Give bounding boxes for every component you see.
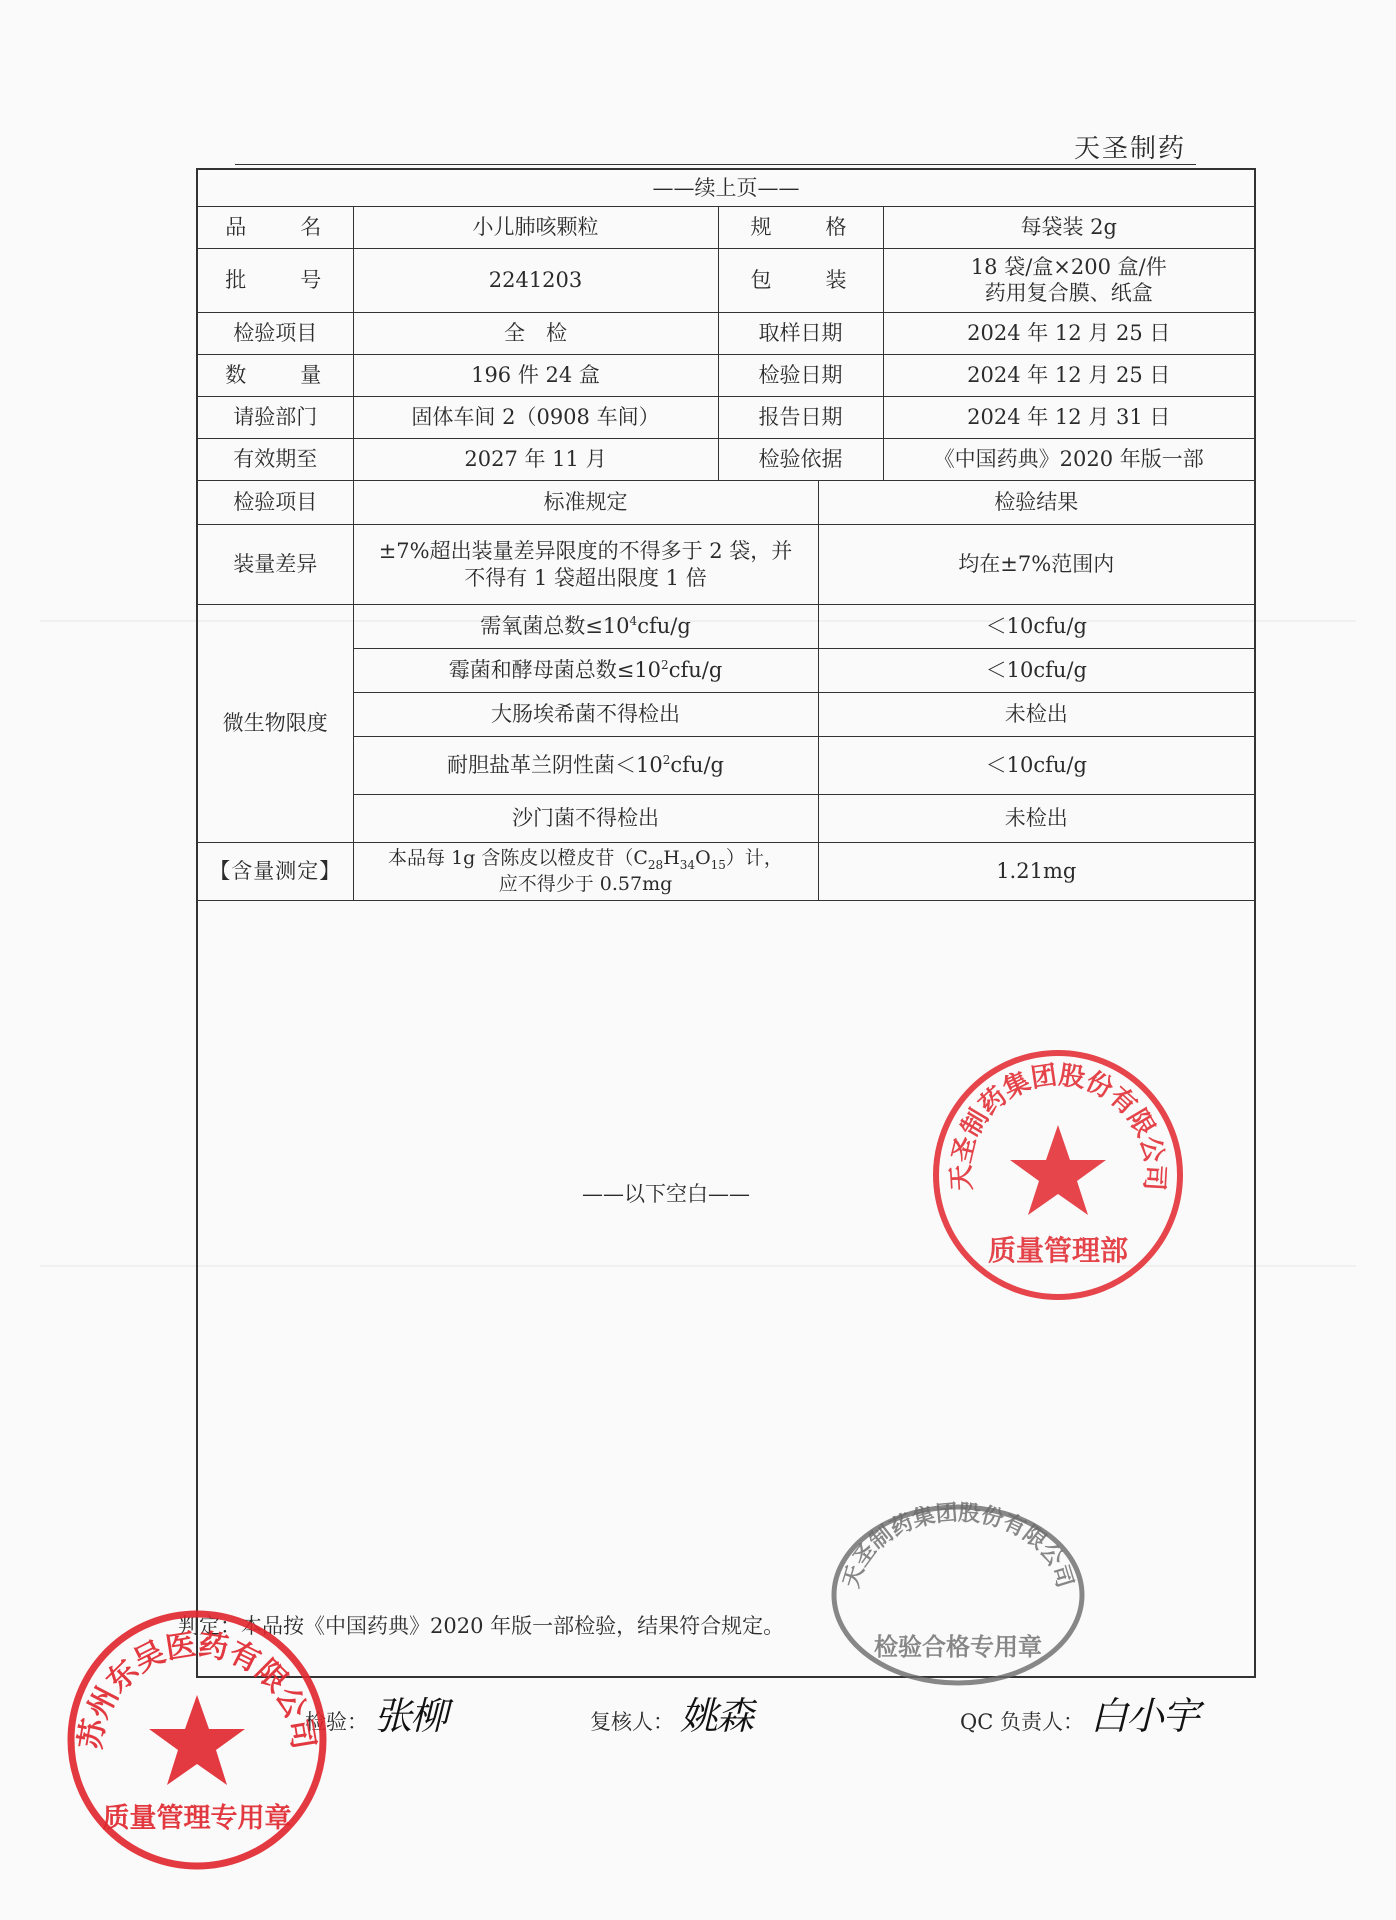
spec-label: 规 格 [718, 206, 883, 248]
assay-standard-text: ）计， [725, 846, 783, 869]
packaging [883, 248, 1254, 312]
microbial-result: ＜10cfu/g [818, 649, 1254, 693]
sampling-date: 2024 年 12 月 25 日 [883, 312, 1254, 354]
microbial-standard [353, 693, 818, 737]
microbial-standard-text: 霉菌和酵母菌总数≤10 [448, 658, 662, 683]
batch: 2241203 [353, 248, 718, 312]
microbial-standard [353, 737, 818, 795]
microbial-standard-unit: cfu/g [670, 753, 724, 778]
qc-signature-block [960, 1685, 1198, 1740]
quality-dept-stamp-inner: 质量管理部 [987, 1234, 1129, 1267]
product-name-label: 品 名 [198, 206, 353, 248]
star-icon [149, 1695, 245, 1785]
batch-label: 批 号 [198, 248, 353, 312]
qc-label: QC 负责人： [960, 1710, 1084, 1734]
packaging-line1: 18 袋/盒×200 盒/件 [970, 254, 1167, 279]
inspection-stamp-inner: 检验合格专用章 [874, 1633, 1042, 1661]
report-date-label: 报告日期 [718, 396, 883, 438]
formula-element: H [663, 846, 680, 869]
inspection-stamp [828, 1500, 1088, 1690]
quantity: 196 件 24 盒 [353, 354, 718, 396]
microbial-standard-unit: cfu/g [637, 614, 691, 639]
microbial-result: ＜10cfu/g [818, 605, 1254, 649]
blank-marker: ——以下空白—— [582, 1182, 750, 1206]
basis-label: 检验依据 [718, 438, 883, 480]
test-items-label: 检验项目 [198, 312, 353, 354]
sampling-date-label: 取样日期 [718, 312, 883, 354]
microbial-standard-text: 耐胆盐革兰阴性菌＜10 [447, 753, 663, 778]
microbial-standard-text: 需氧菌总数≤10 [480, 614, 630, 639]
microbial-item: 微生物限度 [198, 605, 353, 843]
results-standard-header: 标准规定 [353, 481, 818, 525]
microbial-result: 未检出 [818, 795, 1254, 843]
continued-label: ——续上页—— [198, 170, 1254, 206]
formula-subscript: 34 [679, 857, 696, 872]
svg-text:天圣制药集团股份有限公司 [839, 1501, 1077, 1591]
report-date: 2024 年 12 月 31 日 [883, 396, 1254, 438]
formula-element: O [695, 846, 711, 869]
formula-subscript: 28 [647, 857, 664, 872]
spec: 每袋装 2g [883, 206, 1254, 248]
company-header: 天圣制药 [1073, 134, 1186, 164]
microbial-standard-text: 大肠埃希菌不得检出 [491, 702, 680, 727]
microbial-result: 未检出 [818, 693, 1254, 737]
microbial-standard-exponent: 2 [661, 658, 669, 673]
assay-standard-line1 [360, 847, 812, 873]
fill-variance-standard-line1: ±7%超出装量差异限度的不得多于 2 袋，并 [378, 539, 793, 564]
info-table [198, 170, 1254, 481]
customer-stamp-inner: 质量管理专用章 [102, 1803, 292, 1834]
requesting-dept-label: 请验部门 [198, 396, 353, 438]
microbial-standard-text: 沙门菌不得检出 [512, 806, 659, 831]
microbial-standard [353, 649, 818, 693]
test-date: 2024 年 12 月 25 日 [883, 354, 1254, 396]
certificate-table [178, 168, 1256, 1678]
qc-signature: 白小宇 [1089, 1694, 1198, 1738]
microbial-standard-exponent: 4 [629, 614, 638, 629]
requesting-dept: 固体车间 2（0908 车间） [353, 396, 718, 438]
judgement: 判定：本品按《中国药典》2020 年版一部检验，结果符合规定。 [178, 1614, 785, 1638]
test-items: 全 检 [353, 312, 718, 354]
assay-result: 1.21mg [818, 843, 1254, 901]
customer-stamp-ring: 苏州东吴医药有限公司 [73, 1627, 321, 1752]
star-icon [1010, 1125, 1106, 1215]
assay-standard-text: 本品每 1g 含陈皮以橙皮苷（C [388, 846, 648, 869]
test-date-label: 检验日期 [718, 354, 883, 396]
customer-quality-stamp [62, 1605, 332, 1875]
fill-variance-standard-line2: 不得有 1 袋超出限度 1 倍 [464, 565, 707, 590]
packaging-line2: 药用复合膜、纸盒 [984, 281, 1153, 305]
quality-dept-stamp [928, 1045, 1188, 1305]
microbial-standard [353, 605, 818, 649]
fill-variance-item: 装量差异 [198, 525, 353, 605]
reviewer-label: 复核人： [590, 1710, 674, 1734]
microbial-standard-unit: cfu/g [668, 658, 723, 683]
basis: 《中国药典》2020 年版一部 [883, 438, 1254, 480]
header-rule [235, 164, 1196, 165]
assay-standard [353, 843, 818, 901]
fill-variance-standard [353, 525, 818, 605]
microbial-result: ＜10cfu/g [818, 737, 1254, 795]
inspection-stamp-ring: 天圣制药集团股份有限公司 [839, 1500, 1077, 1591]
results-item-header: 检验项目 [198, 481, 353, 525]
assay-item: 【含量测定】 [198, 843, 353, 901]
microbial-standard [353, 795, 818, 843]
results-table [198, 481, 1254, 902]
quantity-label: 数 量 [198, 354, 353, 396]
expiry: 2027 年 11 月 [353, 438, 718, 480]
reviewer-signature: 姚森 [680, 1694, 753, 1738]
microbial-standard-exponent: 2 [662, 753, 671, 768]
fill-variance-result: 均在±7%范围内 [818, 525, 1254, 605]
inspector-signature: 张柳 [374, 1694, 447, 1738]
inspector-label: 检验： [305, 1710, 368, 1734]
reviewer-signature-block [590, 1685, 752, 1740]
quality-dept-stamp-ring: 天圣制药集团股份有限公司 [946, 1060, 1170, 1192]
product-name: 小儿肺咳颗粒 [353, 206, 718, 248]
formula-subscript: 15 [710, 857, 726, 872]
assay-standard-line2: 应不得少于 0.57mg [498, 872, 673, 895]
packaging-label: 包 装 [718, 248, 883, 312]
results-result-header: 检验结果 [818, 481, 1254, 525]
expiry-label: 有效期至 [198, 438, 353, 480]
